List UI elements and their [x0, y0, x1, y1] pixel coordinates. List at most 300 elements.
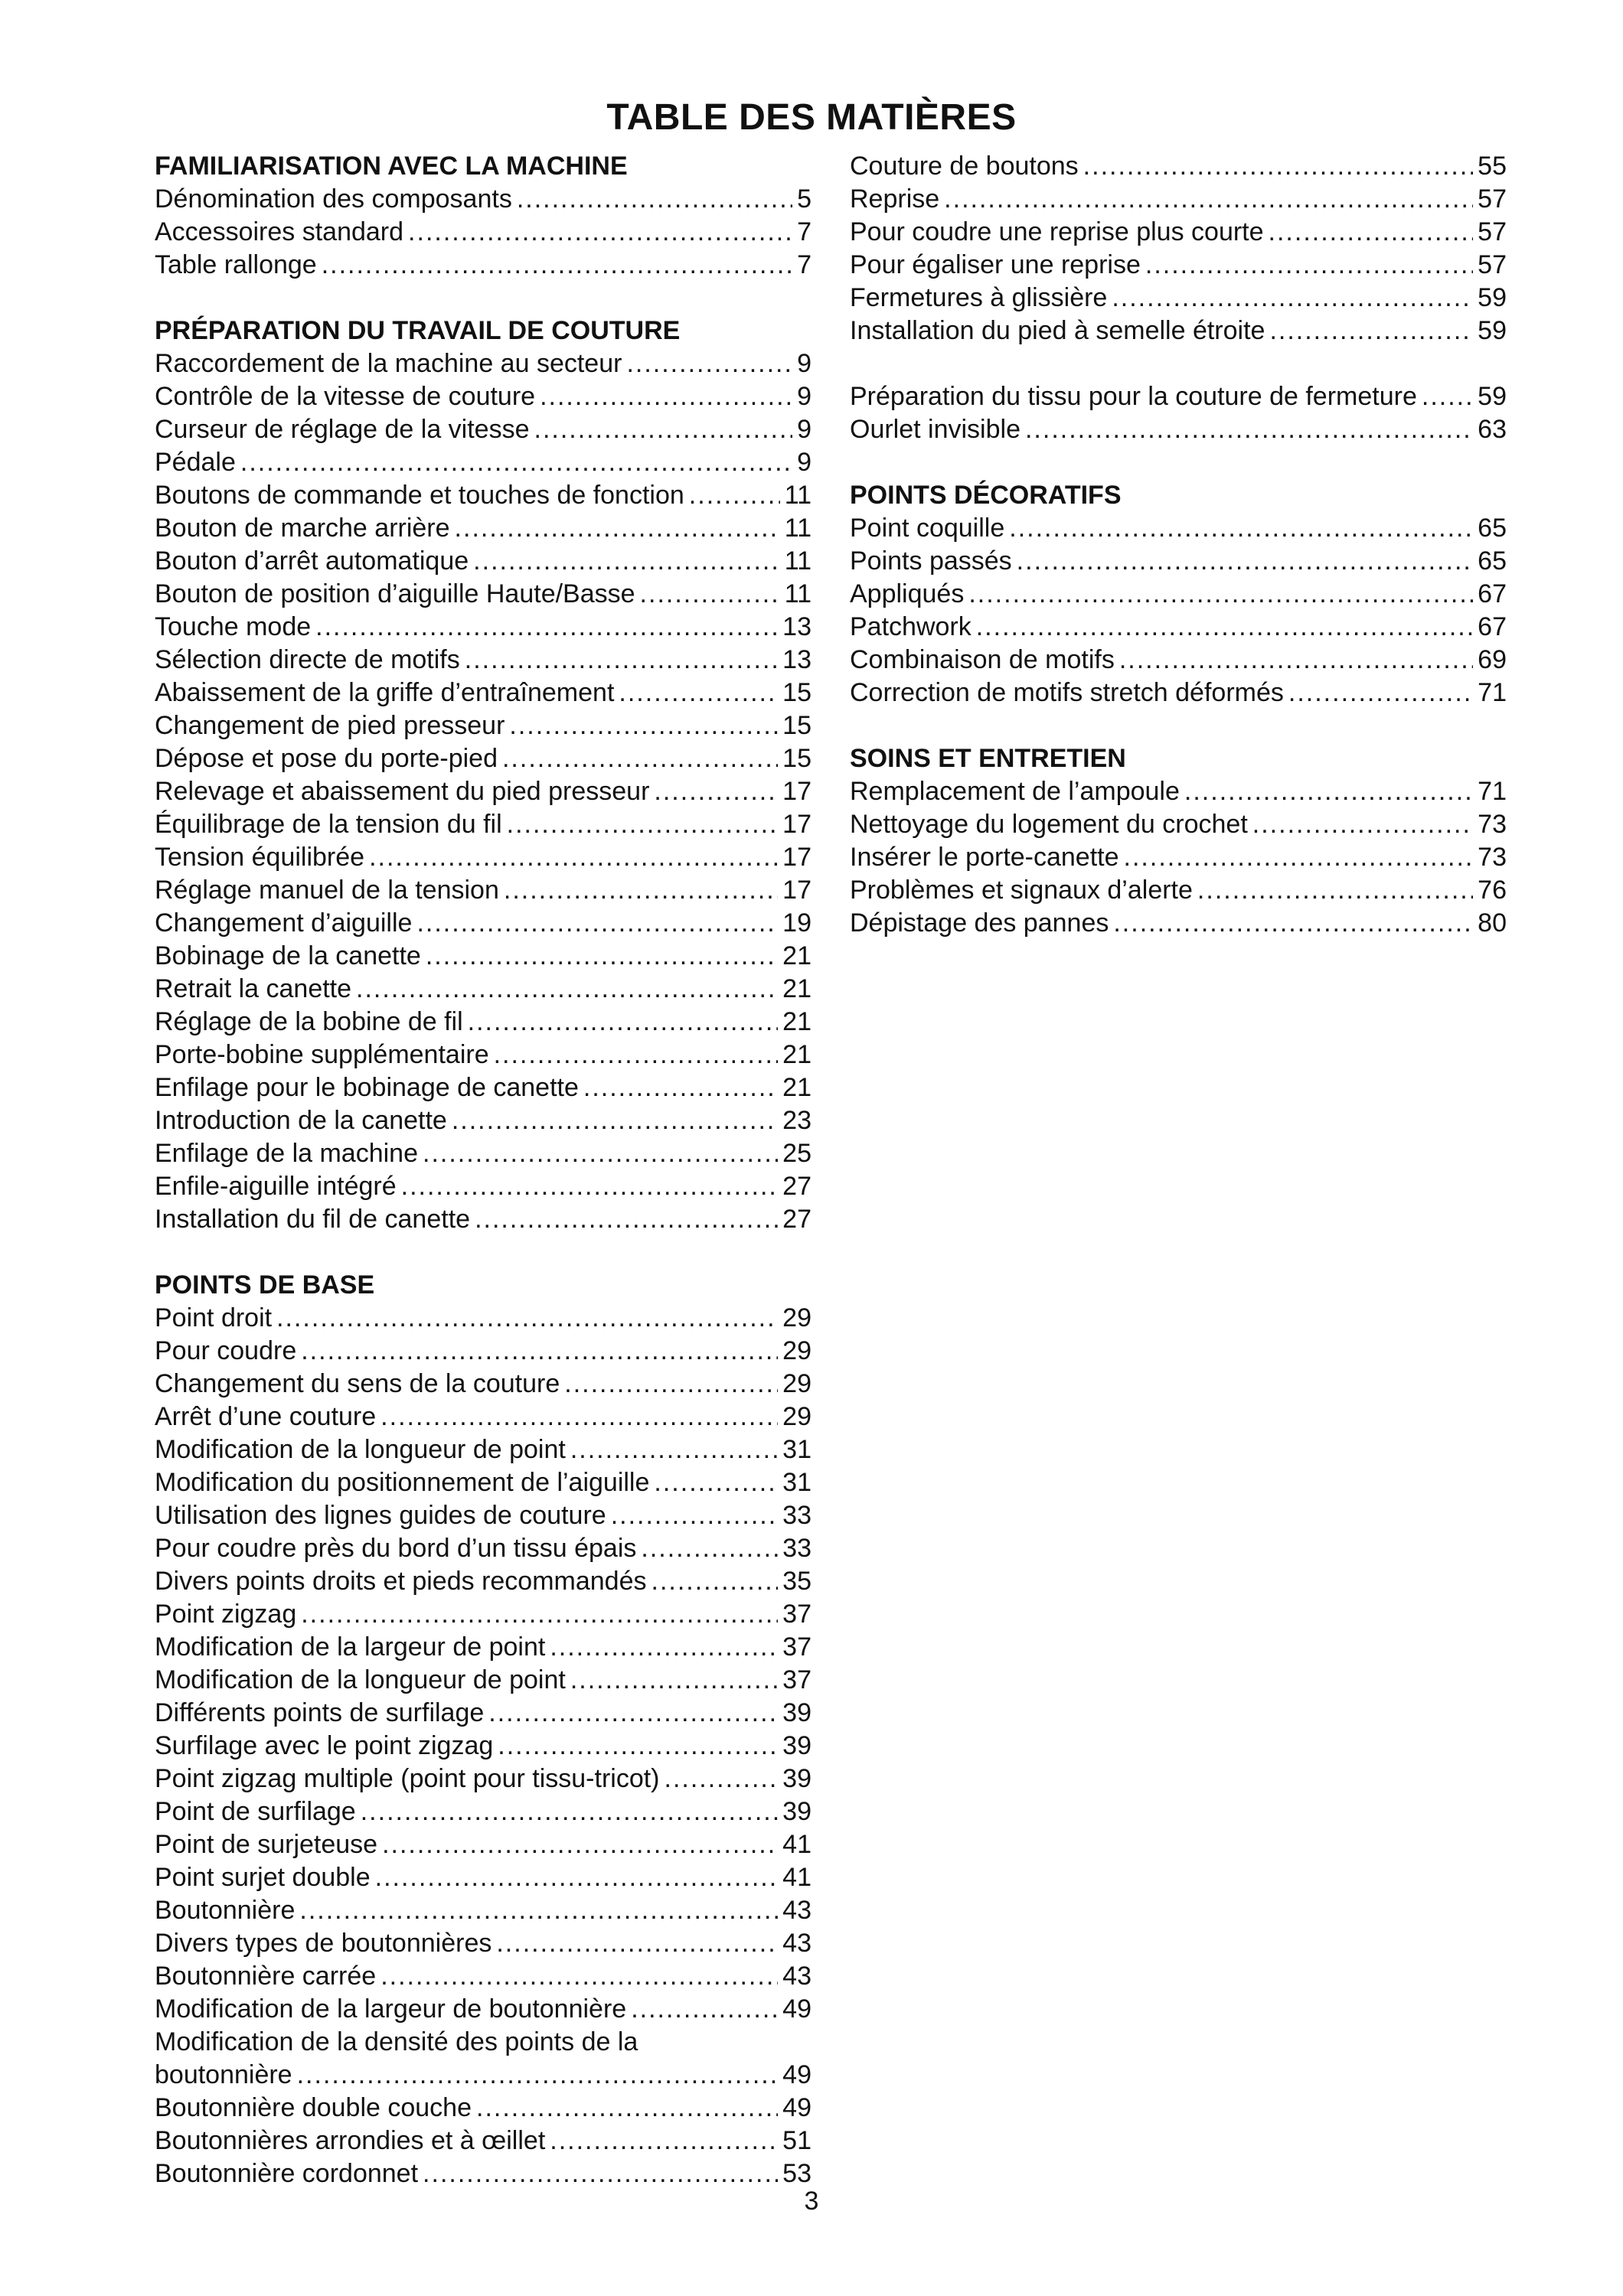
toc-entry-page: 9 [797, 448, 812, 477]
dot-leader [498, 1730, 778, 1763]
toc-entry-page: 21 [782, 941, 812, 970]
toc-entry-page: 80 [1478, 908, 1507, 938]
dot-leader [1288, 677, 1473, 709]
toc-entry-page: 41 [782, 1830, 812, 1859]
toc-entry-title: Boutonnière [155, 1896, 296, 1925]
toc-entry [155, 1828, 812, 1861]
toc-entry-page: 7 [797, 250, 812, 279]
toc-entry-page: 11 [784, 514, 812, 543]
toc-entry-title: Bobinage de la canette [155, 941, 421, 970]
toc-entry-page: 21 [782, 1040, 812, 1069]
toc-entry [155, 1598, 812, 1631]
toc-entry-title: Remplacement de l’ampoule [850, 777, 1180, 806]
toc-entry [155, 1006, 812, 1039]
toc-entry [850, 282, 1507, 315]
toc-entry-title: Boutonnière double couche [155, 2093, 472, 2122]
toc-entry [155, 1203, 812, 1236]
toc-entry-title: Modification de la longueur de point [155, 1435, 566, 1464]
dot-leader [494, 1039, 779, 1071]
dot-leader [475, 1203, 778, 1236]
dot-leader [299, 1894, 778, 1927]
dot-leader [315, 611, 778, 644]
toc-entry-page: 37 [782, 1665, 812, 1694]
toc-entry-page: 43 [782, 1929, 812, 1958]
toc-entry [155, 808, 812, 841]
toc-section-heading: POINTS DE BASE [155, 1270, 375, 1300]
toc-entry-title: Point coquille [850, 514, 1005, 543]
toc-entry-title: Enfile-aiguille intégré [155, 1172, 397, 1201]
dot-leader [455, 512, 780, 545]
toc-entry-title: Pour coudre [155, 1336, 297, 1365]
dot-leader [534, 413, 793, 446]
toc-entry-title: Changement d’aiguille [155, 908, 413, 938]
toc-entry-page: 29 [782, 1369, 812, 1398]
toc-entry-title: Point zigzag multiple (point pour tissu-tricot) [155, 1764, 660, 1793]
dot-leader [1145, 249, 1473, 282]
toc-entry [155, 545, 812, 578]
dot-leader [1025, 413, 1473, 446]
toc-entry-title: Contrôle de la vitesse de couture [155, 382, 536, 411]
toc-entry [850, 380, 1507, 413]
toc-entry-title: Changement de pied presseur [155, 711, 505, 740]
toc-entry-page: 59 [1478, 316, 1507, 345]
dot-leader [504, 874, 778, 907]
toc-entry [850, 611, 1507, 644]
toc-entry [155, 1631, 812, 1664]
dot-leader [369, 841, 778, 874]
toc-entry [155, 973, 812, 1006]
dot-leader [380, 1960, 778, 1993]
toc-entry-title: Ourlet invisible [850, 415, 1020, 444]
toc-entry-title: Pour coudre une reprise plus courte [850, 217, 1264, 246]
toc-entry-page: 21 [782, 974, 812, 1003]
toc-entry [155, 742, 812, 775]
toc-entry-title: Introduction de la canette [155, 1106, 447, 1135]
dot-leader [297, 2059, 779, 2092]
dot-leader [356, 973, 778, 1006]
toc-column-right [850, 150, 1507, 940]
toc-entry-title: Tension équilibrée [155, 843, 365, 872]
toc-entry-title: Relevage et abaissement du pied presseur [155, 777, 650, 806]
dot-leader [416, 907, 778, 940]
toc-entry-page: 57 [1478, 250, 1507, 279]
dot-leader [626, 347, 792, 380]
toc-entry-title: Installation du fil de canette [155, 1205, 471, 1234]
toc-entry-title: Enfilage de la machine [155, 1139, 419, 1168]
toc-entry-title: Dépose et pose du porte-pied [155, 744, 498, 773]
toc-entry [155, 2059, 812, 2092]
toc-entry-title: Différents points de surfilage [155, 1698, 485, 1727]
toc-entry [155, 1039, 812, 1071]
dot-leader [380, 1401, 778, 1433]
toc-entry-page: 76 [1478, 876, 1507, 905]
toc-entry [155, 413, 812, 446]
toc-entry-title: Point surjet double [155, 1863, 371, 1892]
toc-entry-page: 21 [782, 1007, 812, 1036]
dot-leader [640, 578, 780, 611]
dot-leader [473, 545, 780, 578]
toc-entry [155, 677, 812, 709]
dot-leader [301, 1335, 778, 1368]
dot-leader [468, 1006, 779, 1039]
toc-entry [155, 709, 812, 742]
toc-entry-page: 43 [782, 1896, 812, 1925]
toc-entry-page: 23 [782, 1106, 812, 1135]
dot-leader [276, 1302, 778, 1335]
toc-entry [155, 1763, 812, 1795]
toc-entry-page: 55 [1478, 152, 1507, 181]
toc-entry-page: 39 [782, 1698, 812, 1727]
toc-entry [850, 216, 1507, 249]
dot-leader [408, 216, 792, 249]
dot-leader [1124, 841, 1474, 874]
toc-entry-page: 63 [1478, 415, 1507, 444]
toc-entry-page: 37 [782, 1632, 812, 1662]
toc-entry-page: 59 [1478, 382, 1507, 411]
toc-entry-title: Fermetures à glissière [850, 283, 1108, 312]
toc-entry-page: 17 [782, 843, 812, 872]
toc-entry [155, 1861, 812, 1894]
toc-entry-page: 43 [782, 1962, 812, 1991]
toc-entry [850, 874, 1507, 907]
toc-entry-title: Modification de la longueur de point [155, 1665, 566, 1694]
toc-entry [155, 1170, 812, 1203]
toc-entry-page: 17 [782, 810, 812, 839]
toc-entry [850, 841, 1507, 874]
toc-spacer [850, 347, 1507, 380]
toc-entry [155, 1664, 812, 1697]
toc-entry-page: 53 [782, 2159, 812, 2188]
dot-leader [631, 1993, 778, 2026]
toc-entry-page: 57 [1478, 217, 1507, 246]
dot-leader [517, 183, 792, 216]
toc-entry-title: Pour coudre près du bord d’un tissu épais [155, 1534, 637, 1563]
dot-leader [426, 940, 778, 973]
toc-entry-title: Modification de la largeur de boutonnière [155, 1994, 627, 2024]
toc-entry [850, 545, 1507, 578]
toc-entry-title: Points passés [850, 546, 1012, 576]
toc-entry-page: 33 [782, 1534, 812, 1563]
toc-entry [155, 1137, 812, 1170]
dot-leader [507, 808, 779, 841]
dot-leader [583, 1071, 778, 1104]
dot-leader [689, 479, 780, 512]
toc-entry-title: Raccordement de la machine au secteur [155, 349, 622, 378]
dot-leader [968, 578, 1473, 611]
toc-entry [155, 216, 812, 249]
toc-entry [155, 578, 812, 611]
toc-entry-title: Reprise [850, 184, 940, 214]
toc-spacer [850, 709, 1507, 742]
toc-entry-title: Point de surfilage [155, 1797, 356, 1826]
toc-entry-title: Changement du sens de la couture [155, 1369, 560, 1398]
toc-entry [155, 512, 812, 545]
dot-leader [240, 446, 792, 479]
toc-entry-page: 29 [782, 1402, 812, 1431]
toc-entry-page: 71 [1478, 678, 1507, 707]
toc-entry-page: 11 [784, 481, 812, 510]
dot-leader [570, 1664, 778, 1697]
toc-entry-title: Touche mode [155, 612, 312, 641]
toc-entry [155, 841, 812, 874]
toc-entry [155, 1401, 812, 1433]
toc-entry [155, 611, 812, 644]
toc-entry-page: 9 [797, 349, 812, 378]
toc-entry [850, 512, 1507, 545]
dot-leader [1184, 775, 1473, 808]
dot-leader [540, 380, 792, 413]
toc-section-heading: PRÉPARATION DU TRAVAIL DE COUTURE [155, 316, 681, 345]
dot-leader [322, 249, 792, 282]
toc-entry-page: 31 [782, 1435, 812, 1464]
toc-entry-title: Correction de motifs stretch déformés [850, 678, 1284, 707]
toc-entry [155, 1302, 812, 1335]
dot-leader [465, 644, 778, 677]
toc-entry-title: Dénomination des composants [155, 184, 512, 214]
toc-entry-title: Bouton de marche arrière [155, 514, 450, 543]
dot-leader [476, 2092, 778, 2125]
toc-entry-page: 11 [784, 546, 812, 576]
toc-entry-page: 13 [782, 612, 812, 641]
toc-entry-title: Bouton de position d’aiguille Haute/Basse [155, 579, 635, 608]
toc-spacer [850, 446, 1507, 479]
toc-entry-page: 29 [782, 1303, 812, 1332]
dot-leader [1269, 315, 1473, 347]
toc-entry [850, 644, 1507, 677]
toc-spacer [155, 1236, 812, 1269]
dot-leader [1422, 380, 1473, 413]
toc-entry-continued: Modification de la densité des points de la [155, 2027, 638, 2056]
page-number: 3 [804, 2187, 819, 2216]
toc-entry-title: Accessoires standard [155, 217, 404, 246]
toc-entry [155, 1368, 812, 1401]
dot-leader [550, 2125, 778, 2157]
toc-entry [155, 2125, 812, 2157]
dot-leader [944, 183, 1473, 216]
dot-leader [1269, 216, 1474, 249]
toc-entry-title: Utilisation des lignes guides de couture [155, 1501, 606, 1530]
toc-entry [155, 1993, 812, 2026]
toc-entry [155, 380, 812, 413]
toc-entry-page: 17 [782, 777, 812, 806]
toc-section-heading: SOINS ET ENTRETIEN [850, 744, 1126, 773]
toc-entry [155, 775, 812, 808]
toc-entry-page: 41 [782, 1863, 812, 1892]
toc-section-heading: FAMILIARISATION AVEC LA MACHINE [155, 152, 628, 181]
toc-entry [155, 1104, 812, 1137]
toc-entry-page: 59 [1478, 283, 1507, 312]
dot-leader [382, 1828, 778, 1861]
dot-leader [564, 1368, 778, 1401]
toc-entry [850, 907, 1507, 940]
toc-entry-page: 9 [797, 415, 812, 444]
toc-entry-title: Surfilage avec le point zigzag [155, 1731, 494, 1760]
dot-leader [502, 742, 778, 775]
toc-entry-title: Installation du pied à semelle étroite [850, 316, 1265, 345]
toc-entry-page: 37 [782, 1600, 812, 1629]
toc-entry-title: boutonnière [155, 2060, 292, 2089]
dot-leader [654, 1466, 778, 1499]
toc-entry-title: Préparation du tissu pour la couture de fermeture [850, 382, 1417, 411]
toc-entry-title: Pour égaliser une reprise [850, 250, 1141, 279]
dot-leader [361, 1795, 778, 1828]
toc-entry [155, 347, 812, 380]
toc-entry [155, 1795, 812, 1828]
toc-entry-title: Nettoyage du logement du crochet [850, 810, 1248, 839]
toc-entry-page: 73 [1478, 810, 1507, 839]
toc-entry [155, 1466, 812, 1499]
toc-entry-page: 49 [782, 2093, 812, 2122]
toc-entry-title: Table rallonge [155, 250, 317, 279]
toc-entry-page: 15 [782, 744, 812, 773]
toc-entry-title: Point de surjeteuse [155, 1830, 378, 1859]
dot-leader [1112, 282, 1473, 315]
toc-entry-title: Retrait la canette [155, 974, 352, 1003]
toc-entry-title: Réglage de la bobine de fil [155, 1007, 463, 1036]
toc-entry-title: Appliqués [850, 579, 965, 608]
toc-entry-title: Bouton d’arrêt automatique [155, 546, 469, 576]
page-title: TABLE DES MATIÈRES [606, 97, 1017, 138]
toc-entry [850, 150, 1507, 183]
dot-leader [509, 709, 778, 742]
toc-entry-page: 69 [1478, 645, 1507, 674]
dot-leader [651, 1565, 779, 1598]
toc-entry-title: Divers types de boutonnières [155, 1929, 492, 1958]
toc-entry [155, 1335, 812, 1368]
toc-entry-title: Point zigzag [155, 1600, 297, 1629]
toc-entry-title: Enfilage pour le bobinage de canette [155, 1073, 579, 1102]
dot-leader [550, 1631, 778, 1664]
toc-entry [155, 2092, 812, 2125]
toc-column-left [155, 150, 812, 2190]
toc-entry [850, 249, 1507, 282]
toc-entry-title: Problèmes et signaux d’alerte [850, 876, 1193, 905]
toc-entry-title: Réglage manuel de la tension [155, 876, 499, 905]
toc-entry-title: Pédale [155, 448, 236, 477]
toc-entry [850, 578, 1507, 611]
toc-entry-title: Point droit [155, 1303, 273, 1332]
toc-entry-title: Boutons de commande et touches de fonction [155, 481, 684, 510]
toc-entry [155, 1960, 812, 1993]
dot-leader [976, 611, 1473, 644]
toc-entry [155, 479, 812, 512]
toc-entry-page: 29 [782, 1336, 812, 1365]
toc-entry-page: 57 [1478, 184, 1507, 214]
toc-entry [850, 808, 1507, 841]
toc-entry-title: Boutonnière cordonnet [155, 2159, 419, 2188]
toc-entry-title: Boutonnière carrée [155, 1962, 377, 1991]
toc-entry-title: Patchwork [850, 612, 972, 641]
toc-entry-page: 67 [1478, 612, 1507, 641]
toc-entry [155, 1433, 812, 1466]
toc-entry-page: 71 [1478, 777, 1507, 806]
dot-leader [641, 1532, 778, 1565]
toc-entry-page: 27 [782, 1205, 812, 1234]
toc-section-heading: POINTS DÉCORATIFS [850, 481, 1122, 510]
toc-entry-title: Abaissement de la griffe d’entraînement [155, 678, 615, 707]
toc-entry [850, 413, 1507, 446]
toc-entry-page: 11 [784, 579, 812, 608]
toc-entry [155, 249, 812, 282]
toc-entry [155, 1532, 812, 1565]
toc-entry-title: Boutonnières arrondies et à œillet [155, 2126, 546, 2155]
toc-entry [850, 315, 1507, 347]
toc-entry [155, 907, 812, 940]
toc-entry [850, 183, 1507, 216]
toc-entry [155, 1730, 812, 1763]
toc-entry-title: Arrêt d’une couture [155, 1402, 377, 1431]
toc-entry [155, 1565, 812, 1598]
dot-leader [301, 1598, 778, 1631]
toc-entry [155, 874, 812, 907]
toc-entry [155, 1499, 812, 1532]
toc-entry [155, 1071, 812, 1104]
toc-entry-page: 49 [782, 2060, 812, 2089]
toc-entry-title: Curseur de réglage de la vitesse [155, 415, 530, 444]
toc-entry-title: Divers points droits et pieds recommandés [155, 1567, 647, 1596]
toc-entry-title: Équilibrage de la tension du fil [155, 810, 502, 839]
toc-entry-page: 17 [782, 876, 812, 905]
toc-entry [850, 677, 1507, 709]
toc-entry-page: 67 [1478, 579, 1507, 608]
toc-entry-page: 5 [797, 184, 812, 214]
dot-leader [1113, 907, 1473, 940]
toc-entry-page: 15 [782, 678, 812, 707]
toc-entry-page: 27 [782, 1172, 812, 1201]
dot-leader [488, 1697, 778, 1730]
toc-entry-page: 39 [782, 1764, 812, 1793]
dot-leader [654, 775, 778, 808]
toc-entry-page: 9 [797, 382, 812, 411]
toc-entry [155, 446, 812, 479]
toc-entry-page: 33 [782, 1501, 812, 1530]
toc-entry [155, 1927, 812, 1960]
toc-entry-title: Combinaison de motifs [850, 645, 1115, 674]
dot-leader [1252, 808, 1473, 841]
toc-entry-title: Modification de la largeur de point [155, 1632, 546, 1662]
dot-leader [1017, 545, 1474, 578]
toc-entry-page: 49 [782, 1994, 812, 2024]
toc-entry-page: 13 [782, 645, 812, 674]
toc-entry-page: 21 [782, 1073, 812, 1102]
toc-entry-title: Insérer le porte-canette [850, 843, 1119, 872]
toc-entry [155, 1894, 812, 1927]
toc-entry-page: 51 [782, 2126, 812, 2155]
dot-leader [496, 1927, 778, 1960]
dot-leader [423, 1137, 778, 1170]
toc-entry-page: 65 [1478, 546, 1507, 576]
toc-entry-title: Dépistage des pannes [850, 908, 1109, 938]
dot-leader [1083, 150, 1474, 183]
toc-spacer [155, 282, 812, 315]
toc-entry-title: Porte-bobine supplémentaire [155, 1040, 489, 1069]
dot-leader [611, 1499, 778, 1532]
toc-entry [155, 644, 812, 677]
dot-leader [1009, 512, 1473, 545]
toc-entry [155, 1697, 812, 1730]
toc-entry-page: 39 [782, 1731, 812, 1760]
dot-leader [665, 1763, 779, 1795]
toc-entry [850, 775, 1507, 808]
toc-entry-page: 15 [782, 711, 812, 740]
toc-entry-page: 7 [797, 217, 812, 246]
toc-entry-title: Modification du positionnement de l’aiguille [155, 1468, 650, 1497]
toc-entry [155, 183, 812, 216]
dot-leader [619, 677, 778, 709]
dot-leader [570, 1433, 778, 1466]
dot-leader [401, 1170, 779, 1203]
toc-entry [155, 940, 812, 973]
